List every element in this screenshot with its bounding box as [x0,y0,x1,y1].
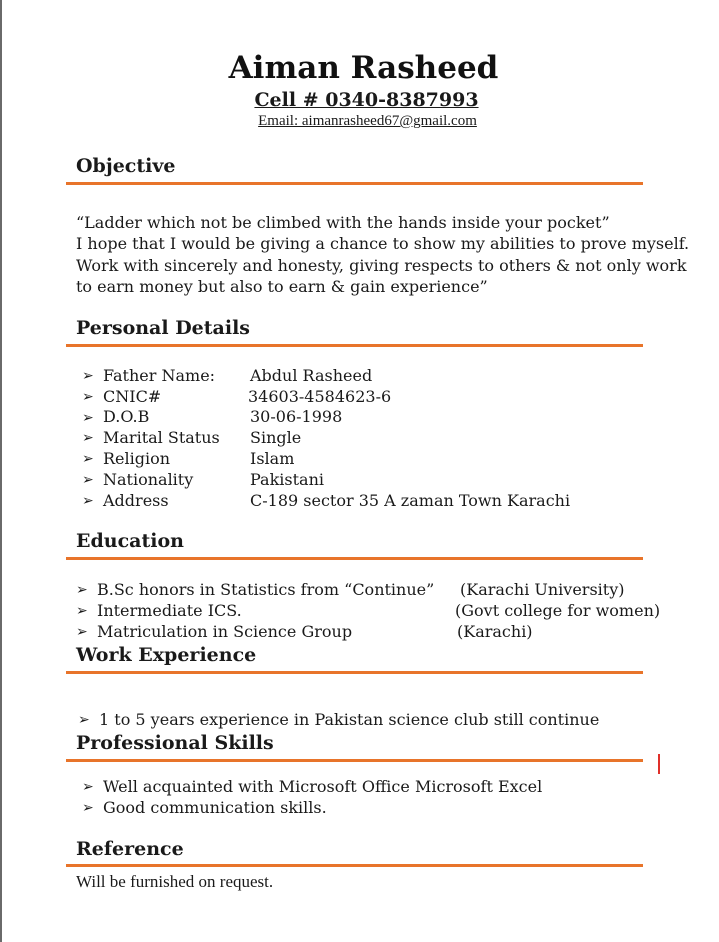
objective-rule [66,182,643,185]
bullet-arrow-icon: ➢ [82,779,94,795]
education-institute: (Govt college for women) [455,601,661,620]
bullet-arrow-icon: ➢ [82,451,94,467]
reference-text: Will be furnished on request. [76,872,274,891]
education-institute: (Karachi University) [460,580,625,599]
work-item: 1 to 5 years experience in Pakistan science club still continue [99,710,600,729]
detail-value: 30-06-1998 [250,407,343,426]
education-degree: B.Sc honors in Statistics from “Continue” [97,580,435,599]
professional-skills-rule [66,759,643,762]
education-heading: Education [76,530,184,552]
email-address[interactable]: Email: aimanrasheed67@gmail.com [258,113,477,129]
objective-heading: Objective [76,155,176,177]
personal-details-heading: Personal Details [76,317,250,339]
education-institute: (Karachi) [457,622,533,641]
skill-item: Well acquainted with Microsoft Office Microsoft Excel [103,777,543,796]
bullet-arrow-icon: ➢ [82,800,94,816]
bullet-arrow-icon: ➢ [78,712,90,728]
bullet-arrow-icon: ➢ [76,603,88,619]
detail-value: Pakistani [250,470,324,489]
objective-line: to earn money but also to earn & gain experience” [76,277,488,296]
personal-details-rule [66,344,643,347]
cell-number: Cell # 0340-8387993 [254,89,479,111]
detail-value: Single [250,428,302,447]
detail-value: 34603-4584623-6 [248,387,392,406]
work-experience-rule [66,671,643,674]
detail-label: Father Name: [103,366,216,385]
objective-line: I hope that I would be giving a chance to show my abilities to prove myself. [76,234,690,253]
page-border [0,0,2,942]
detail-label: Nationality [103,470,194,489]
detail-value: C-189 sector 35 A zaman Town Karachi [250,491,571,510]
bullet-arrow-icon: ➢ [82,368,94,384]
detail-label: Marital Status [103,428,220,447]
text-cursor [658,754,660,774]
reference-rule [66,864,643,867]
bullet-arrow-icon: ➢ [82,472,94,488]
detail-value: Islam [250,449,295,468]
bullet-arrow-icon: ➢ [82,410,94,426]
professional-skills-heading: Professional Skills [76,732,274,754]
detail-value: Abdul Rasheed [250,366,373,385]
bullet-arrow-icon: ➢ [82,389,94,405]
detail-label: D.O.B [103,407,150,426]
work-experience-heading: Work Experience [76,644,257,666]
detail-label: Religion [103,449,171,468]
bullet-arrow-icon: ➢ [76,582,88,598]
education-degree: Intermediate ICS. [97,601,242,620]
detail-label: CNIC# [103,387,162,406]
skill-item: Good communication skills. [103,798,327,817]
detail-label: Address [103,491,169,510]
objective-line: “Ladder which not be climbed with the hands inside your pocket” [76,213,610,232]
resume-name: Aiman Rasheed [228,50,499,86]
education-rule [66,557,643,560]
education-degree: Matriculation in Science Group [97,622,353,641]
bullet-arrow-icon: ➢ [76,624,88,640]
objective-line: Work with sincerely and honesty, giving respects to others & not only work [76,256,687,275]
reference-heading: Reference [76,838,184,860]
bullet-arrow-icon: ➢ [82,430,94,446]
bullet-arrow-icon: ➢ [82,493,94,509]
